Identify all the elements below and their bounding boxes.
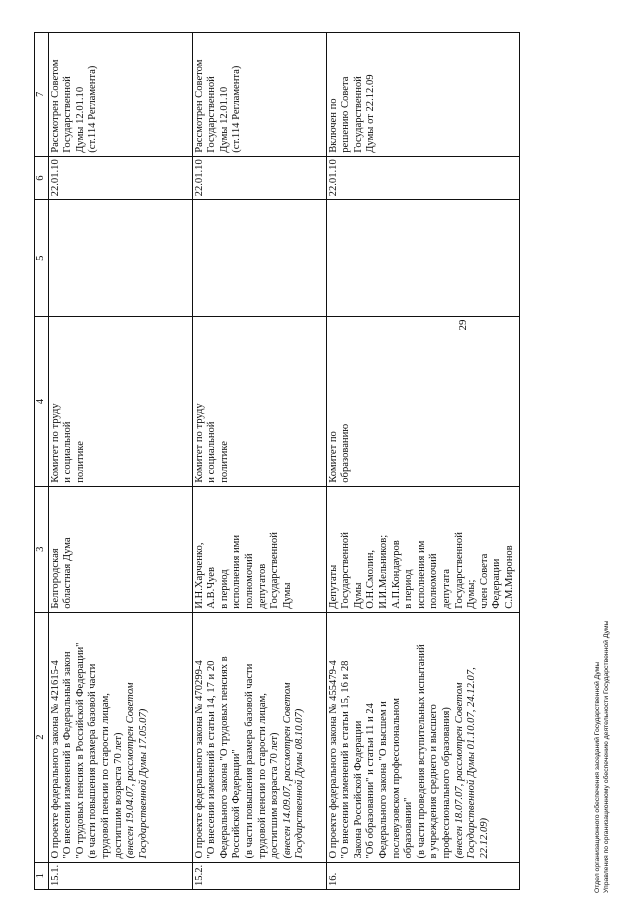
responsible-committee [48,317,192,487]
column-header: 6 [35,156,49,200]
text-line: Рассмотрен Советом [49,59,61,153]
status-note [48,33,192,157]
text-line: Государственной Думы 01.10.07, 24.12.07, [466,667,478,859]
text-line: депутатов [256,563,268,609]
review-date: 22.01.10 [48,156,192,200]
responsible-committee [192,317,326,487]
text-line: в учреждения среднего и высшего [428,704,440,859]
column-5-cell [192,200,326,317]
text-line: Думы; [466,579,478,609]
text-line: Государственной [453,532,465,609]
text-line: исполнения ими [231,534,243,609]
text-line: (ст.114 Регламента) [87,65,99,153]
table-header-row [35,33,49,890]
text-line: Государственной [340,532,352,609]
text-line: Комитет по труду [193,403,205,483]
text-line: решению Совета [340,76,352,153]
text-line: О проекте федерального закона № 455479-4 [327,660,339,859]
text-line: и социальной [62,421,74,483]
agenda-table [34,32,520,890]
text-line: Государственной [269,532,281,609]
table-row [326,33,519,890]
text-line: областная Дума [62,537,74,609]
row-number: 15.1. [48,862,192,889]
text-line: Комитет по труду [49,403,61,483]
text-line: исполнения им [415,540,427,609]
review-date: 22.01.10 [326,156,519,200]
text-line: О проекте федерального закона № 421615-4 [49,660,61,859]
text-line: полномочий [428,553,440,609]
text-line: Закона Российской Федерации [352,720,364,859]
bill-description [48,612,192,862]
text-line: Российской Федерации" [231,749,243,859]
footer-directorate: Управления по организационному обеспечению деятельности Государственной Думы [603,620,610,893]
column-5-cell [48,200,192,317]
status-note [192,33,326,157]
table-row [192,33,326,890]
bill-author [192,486,326,612]
text-line: в период [403,569,415,609]
row-number: 16. [326,862,519,889]
text-line: Комитет по [327,431,339,483]
text-line: "О внесении изменений в Федеральный закон [62,651,74,859]
page-number: 29 [457,319,469,331]
text-line: "О трудовых пенсиях в Российской Федерации" [74,642,86,859]
text-line: Федерального закона "О высшем и [377,701,389,859]
responsible-committee [326,317,519,487]
column-header: 5 [35,200,49,317]
text-line: трудовой пенсии по старости лицам, [99,693,111,859]
column-header: 3 [35,486,49,612]
column-header: 4 [35,317,49,487]
text-line: О.Н.Смолин, [365,549,377,609]
text-line: Государственной Думы 08.10.07) [294,708,306,859]
text-line: И.И.Мельников; [377,534,389,609]
text-line: (в части проведения вступительных испытаний [415,644,427,859]
bill-description [192,612,326,862]
text-line: трудовой пенсии по старости лицам, [256,693,268,859]
column-header: 2 [35,612,49,862]
text-line: (внесен 18.07.07, рассмотрен Советом [453,682,465,859]
text-line: Государственной [206,76,218,153]
text-line: И.Н.Харченко, [193,542,205,609]
text-line: политике [218,441,230,483]
text-line: Государственной [62,76,74,153]
text-line: (внесен 19.04.07, рассмотрен Советом [125,682,137,859]
row-number: 15.2. [192,862,326,889]
text-line: Думы от 22.12.09 [365,74,377,153]
text-line: в период [218,569,230,609]
table-row [48,33,192,890]
text-line: образовании" [403,797,415,859]
text-line: профессионального образования) [440,707,452,859]
bill-author [326,486,519,612]
text-line: достигшим возраста 70 лет) [112,732,124,859]
text-line: (в части повышения размера базовой части [243,663,255,859]
column-5-cell [326,200,519,317]
text-line: О проекте федерального закона № 470299-4 [193,660,205,859]
text-line: (ст.114 Регламента) [231,65,243,153]
text-line: депутата [440,569,452,609]
bill-description [326,612,519,862]
text-line: Рассмотрен Советом [193,59,205,153]
text-line: полномочий [243,553,255,609]
text-line: Депутаты [327,564,339,609]
text-line: достигшим возраста 70 лет) [269,732,281,859]
text-line: "О внесении изменений в статьи 15, 16 и 28 [340,660,352,859]
bill-author [48,486,192,612]
text-line: Думы 12.01.10 [74,86,86,153]
text-line: Белгородская [49,548,61,609]
status-note [326,33,519,157]
text-line: С.М.Миронов [503,545,515,609]
text-line: член Совета [478,553,490,609]
text-line: Включен по [327,98,339,153]
text-line: Федерального закона "О трудовых пенсиях в [218,656,230,859]
text-line: образованию [340,423,352,483]
footer-department: Отдел организационного обеспечения заседаний Государственной Думы [594,661,601,893]
text-line: "О внесении изменений в статьи 14, 17 и 20 [206,660,218,859]
text-line: (в части повышения размера базовой части [87,663,99,859]
rotated-table-container [34,10,604,890]
text-line: "Об образовании" и статьи 11 и 24 [365,703,377,859]
text-line: политике [74,441,86,483]
text-line: (внесен 14.09.07, рассмотрен Советом [281,682,293,859]
text-line: Думы 12.01.10 [218,86,230,153]
text-line: Федерации [491,558,503,609]
text-line: послевузовском профессиональном [390,698,402,859]
column-header: 1 [35,862,49,889]
text-line: А.П.Кондауров [390,540,402,609]
text-line: 22.12.09) [478,817,490,859]
review-date: 22.01.10 [192,156,326,200]
text-line: А.В.Чуев [206,566,218,609]
text-line: Думы [281,582,293,609]
column-header: 7 [35,33,49,157]
text-line: Государственной Думы 17.05.07) [137,708,149,859]
text-line: Думы [352,582,364,609]
text-line: и социальной [206,421,218,483]
text-line: Государственной [352,76,364,153]
